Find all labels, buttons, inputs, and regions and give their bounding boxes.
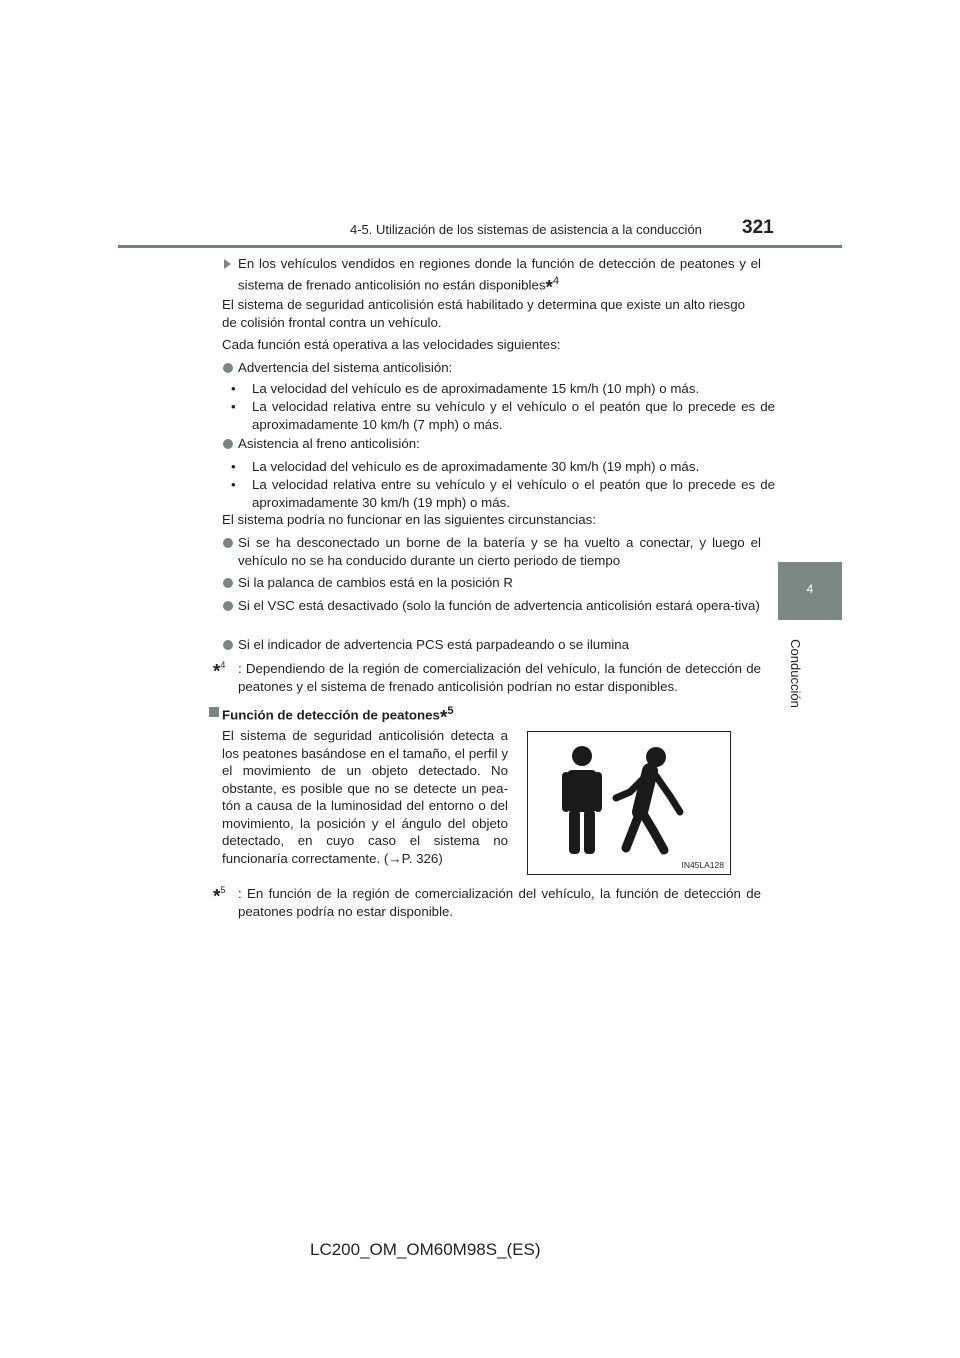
heading-text: Función de detección de peatones [222, 707, 440, 723]
list-item-text: Advertencia del sistema anticolisión: [238, 360, 453, 375]
sub-item-text: La velocidad del vehículo es de aproximadamente 30 km/h (19 mph) o más. [252, 459, 700, 474]
sub-list-item: • La velocidad relativa entre su vehículo y el vehículo o el peatón que lo precede es de aproximadamente 30 km/h (19 mph) o más. [231, 477, 775, 510]
section-title: 4-5. Utilización de los sistemas de asistencia a la conducción [350, 222, 702, 237]
triangle-marker-icon [224, 259, 231, 269]
footnote-star-icon: * [545, 276, 553, 298]
list-item-text: Si el indicador de advertencia PCS está parpadeando o se ilumina [238, 637, 630, 652]
chapter-number: 4 [806, 582, 814, 596]
bullet-icon [223, 601, 233, 611]
header-divider [118, 245, 842, 248]
sub-item-text: La velocidad del vehículo es de aproximadamente 15 km/h (10 mph) o más. [252, 381, 700, 396]
walking-person-icon [616, 747, 680, 850]
chapter-side-label [762, 640, 828, 706]
sub-item-text: La velocidad relativa entre su vehículo y el vehículo o el peatón que lo precede es de aproximadamente 30 km/h (19 mph) o más. [252, 477, 775, 510]
bullet-icon [223, 640, 233, 650]
paragraph: El sistema de seguridad anticolisión está habilitado y determina que existe un alto riesgo de colisión frontal contra un vehículo. [222, 297, 745, 330]
bullet-icon [223, 538, 233, 548]
sub-item-text: La velocidad relativa entre su vehículo y el vehículo o el peatón que lo precede es de aproximadamente 10 km/h (7 mph) o más. [252, 399, 775, 432]
pedestrian-figures [528, 732, 732, 876]
heading-note-ref: 5 [447, 705, 454, 717]
intro-list-item [222, 255, 761, 296]
paragraph: Cada función está operativa a las velocidades siguientes: [222, 337, 561, 352]
list-item-text: Si la palanca de cambios está en la posición R [238, 575, 513, 590]
sub-list-item: • La velocidad del vehículo es de aproximadamente 30 km/h (19 mph) o más. [231, 459, 700, 474]
list-item [222, 636, 761, 654]
list-item [222, 435, 761, 453]
chapter-label: Conducción [787, 638, 803, 708]
list-item [222, 359, 761, 377]
pedestrian-paragraph: El sistema de seguridad anticolisión detecta a los peatones basándose en el tamaño, el perfil y el movimiento de un objeto detectado. No obstante, es posible que no se detecte un pea-tón a causa de la luminosidad del entorno o del movimiento, la posición y el ángulo del objeto detectado, en cuyo caso el sistema no funcionaría correctamente. (→P. 326) [222, 728, 508, 866]
sub-list-item: • La velocidad del vehículo es de aproximadamente 15 km/h (10 mph) o más. [231, 381, 700, 396]
list-item [222, 534, 761, 569]
footnote-4-text: : Dependiendo de la región de comercialización del vehículo, la función de detección de peatones y el sistema de frenado anticolisión podrían no estar disponibles. [238, 661, 761, 694]
list-item [222, 574, 761, 592]
footnote-5-text: : En función de la región de comercialización del vehículo, la función de detección de peatones podría no estar disponible. [238, 886, 761, 919]
footnote-5-ref: 5 [220, 885, 226, 895]
square-marker-icon [209, 707, 219, 717]
list-item [222, 597, 761, 615]
standing-person-icon [562, 746, 602, 854]
illustration-code: IN45LA128 [681, 860, 724, 870]
footnote-4 [213, 660, 761, 695]
bullet-icon [223, 363, 233, 373]
footnote-4-ref: 4 [220, 660, 226, 670]
list-item-text: Si el VSC está desactivado (solo la función de advertencia anticolisión estará opera-tiva) [238, 598, 760, 613]
bullet-icon [223, 578, 233, 588]
footnote-star-icon: * [213, 661, 221, 683]
section-heading [222, 703, 745, 727]
bullet-icon [223, 439, 233, 449]
sub-list-item: • La velocidad relativa entre su vehículo y el vehículo o el peatón que lo precede es de aproximadamente 10 km/h (7 mph) o más. [231, 399, 775, 432]
chapter-tab[interactable] [778, 562, 842, 620]
footnote-5 [213, 885, 761, 920]
intro-note-ref: 4 [552, 274, 560, 287]
intro-item-text: En los vehículos vendidos en regiones donde la función de detección de peatones y el sistema de frenado anticolisión no están disponibles [238, 256, 761, 292]
page-number: 321 [742, 217, 774, 238]
pedestrian-illustration [527, 731, 731, 875]
footnote-star-icon: * [213, 886, 221, 908]
document-code: LC200_OM_OM60M98S_(ES) [310, 1240, 541, 1259]
paragraph: El sistema podría no funcionar en las siguientes circunstancias: [222, 512, 596, 527]
list-item-text: Asistencia al freno anticolisión: [238, 436, 420, 451]
list-item-text: Si se ha desconectado un borne de la batería y se ha vuelto a conectar, y luego el vehículo no se ha conducido durante un cierto periodo de tiempo [238, 535, 761, 568]
footnote-star-icon: * [439, 707, 448, 729]
